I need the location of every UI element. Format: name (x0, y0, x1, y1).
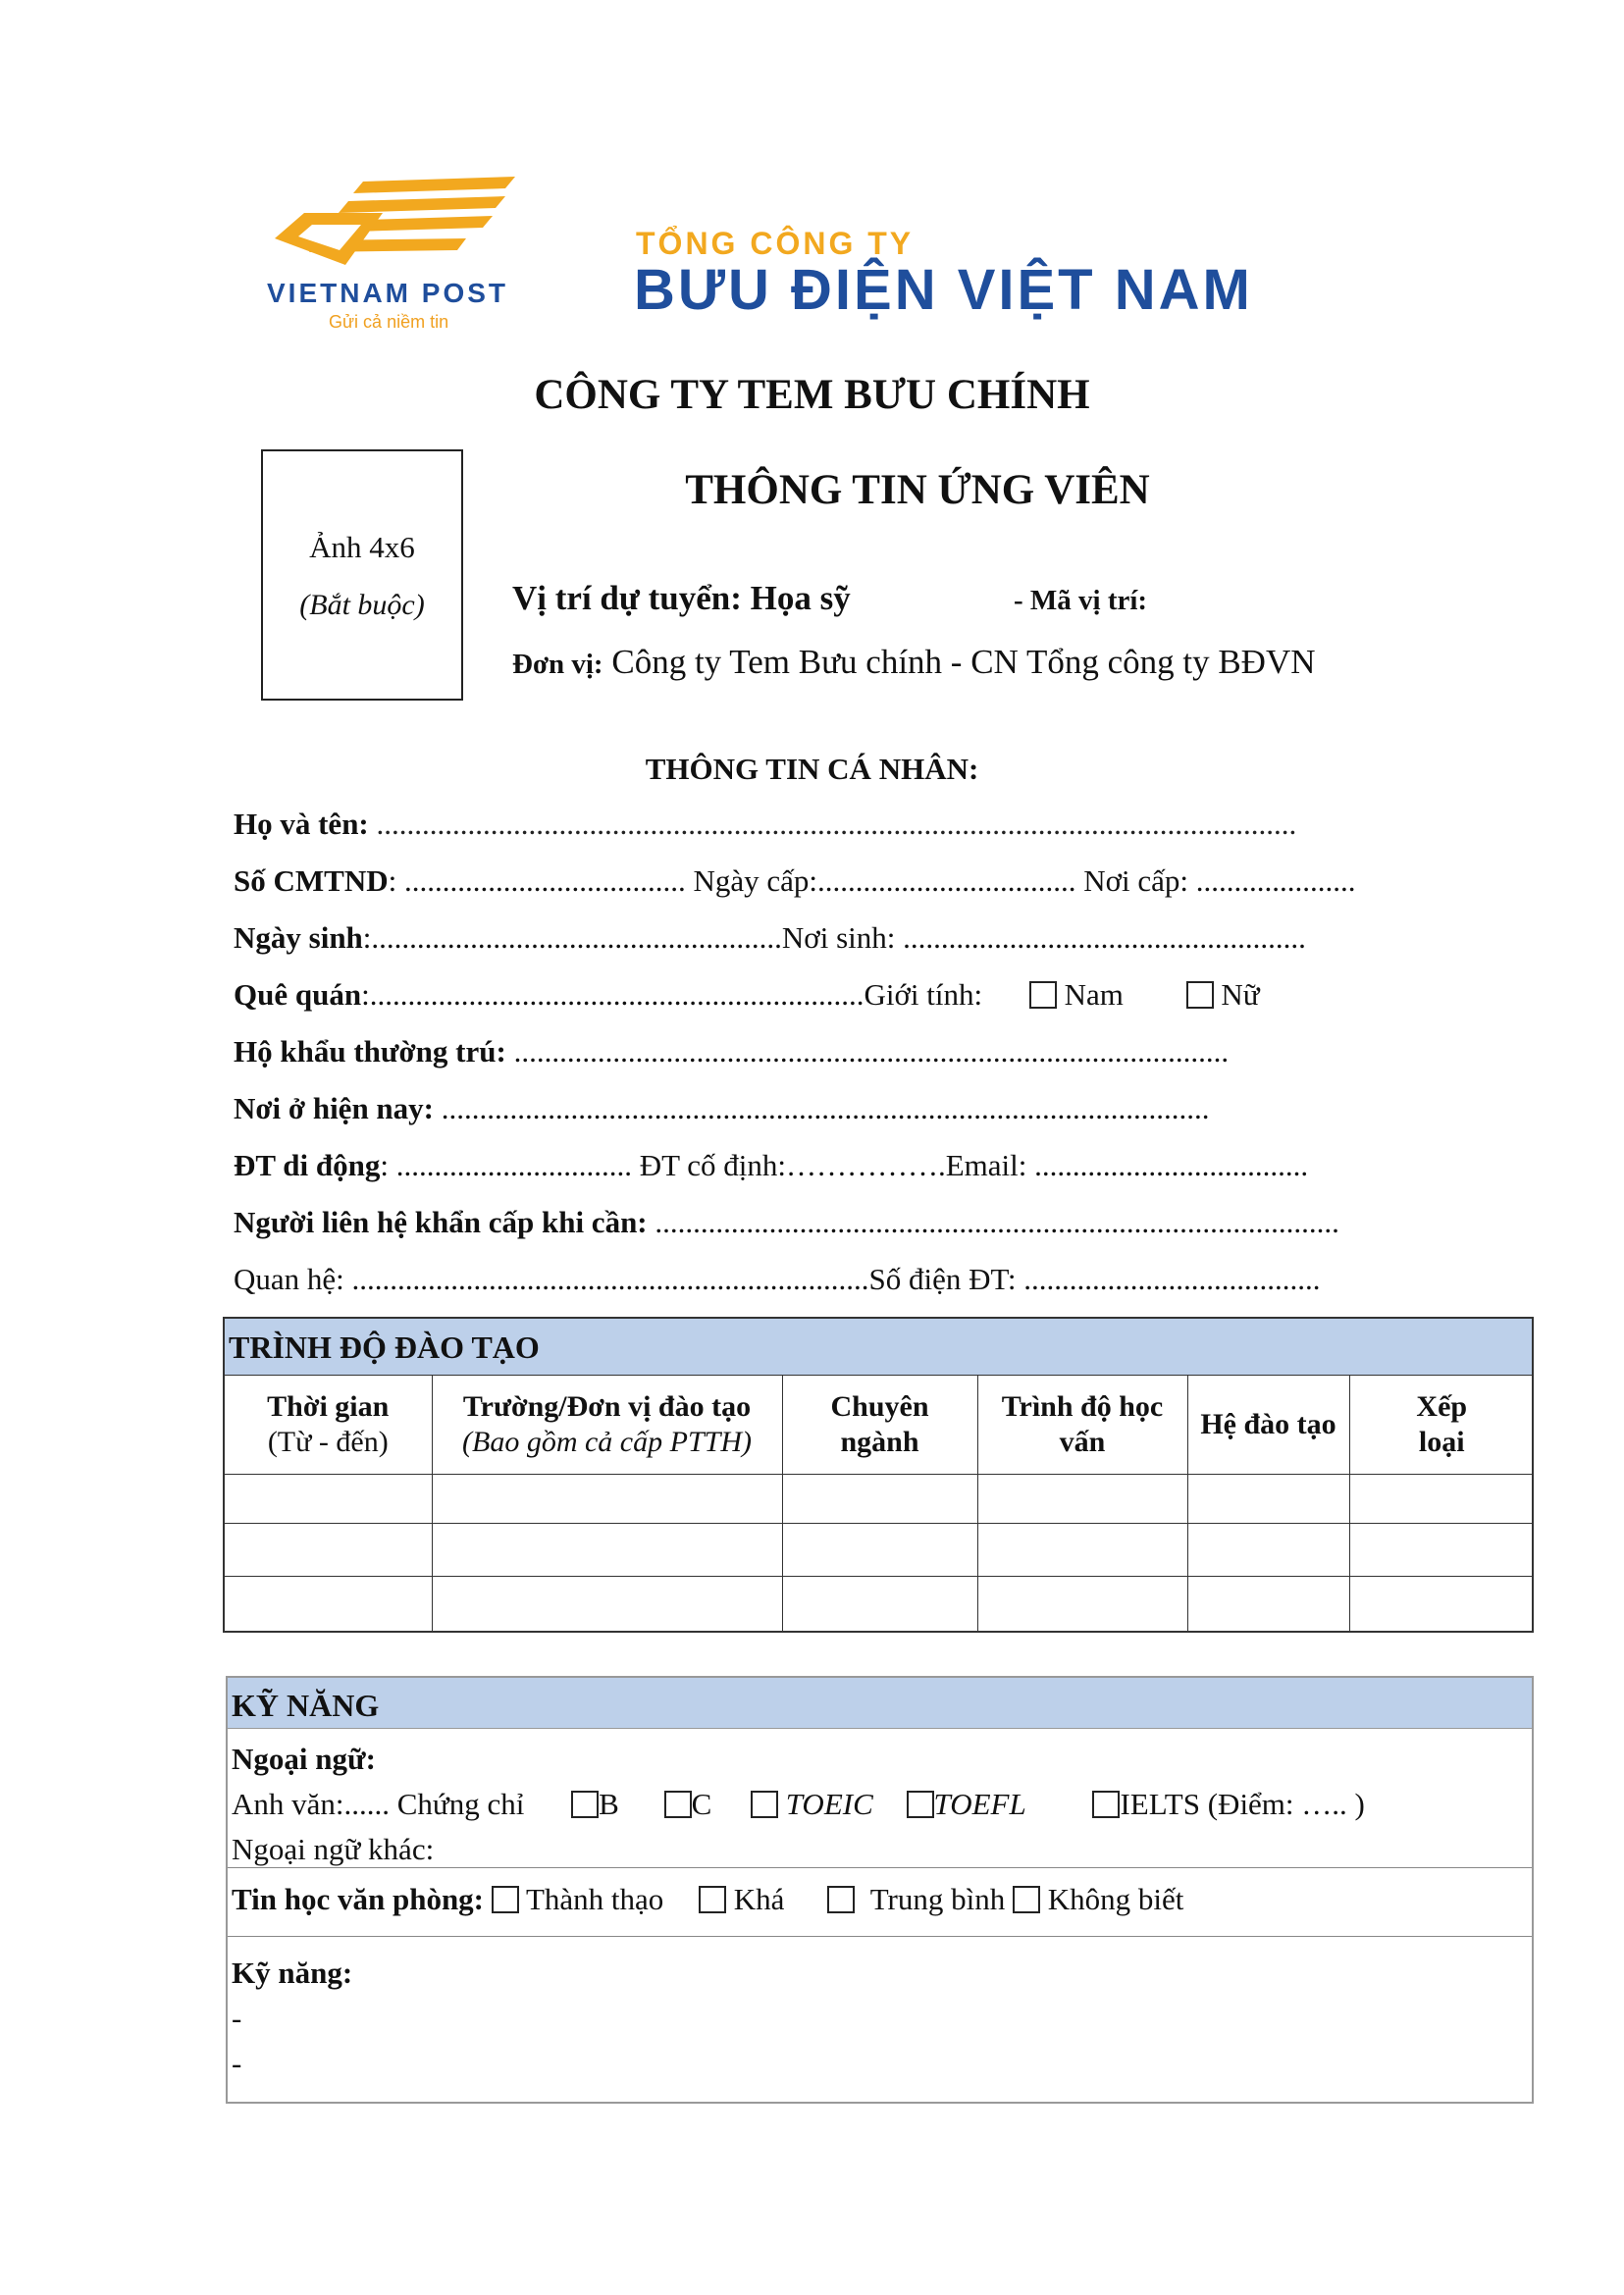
issue-date: Ngày cấp:.................................. (685, 863, 1076, 898)
unit-label: Đơn vị: (512, 649, 603, 680)
table-row (225, 1523, 1534, 1576)
skills-bullet: - (232, 2001, 242, 2035)
email: .Email: .................................... (937, 1148, 1309, 1182)
company-title: CÔNG TY TEM BƯU CHÍNH (534, 372, 1090, 418)
table-cell[interactable] (977, 1474, 1187, 1523)
residence-label: Hộ khẩu thường trú: (234, 1034, 506, 1069)
name-dots: ......................................................................................................................... (376, 807, 1297, 841)
cert-b-label: B (599, 1787, 619, 1821)
hometown-field[interactable] (234, 977, 1260, 1013)
name-field[interactable] (234, 807, 1296, 842)
photo-note: (Bắt buộc) (299, 589, 425, 621)
corp-subtitle: TỔNG CÔNG TY (636, 226, 915, 261)
it-good-checkbox[interactable] (699, 1886, 726, 1913)
it-none-label: Không biết (1047, 1882, 1184, 1916)
personal-section-title: THÔNG TIN CÁ NHÂN: (645, 752, 979, 786)
current-address-label: Nơi ở hiện nay: (234, 1091, 434, 1125)
other-language-label: Ngoại ngữ khác: (232, 1832, 435, 1866)
other-skills-row[interactable] (228, 1937, 1532, 2086)
skills-bullet: - (232, 2046, 242, 2080)
form-title: THÔNG TIN ỨNG VIÊN (685, 467, 1150, 513)
skills-label: Kỹ năng: (232, 1956, 353, 1990)
current-address-field[interactable] (234, 1091, 1210, 1126)
table-cell[interactable] (432, 1576, 782, 1633)
it-fluent-label: Thành thạo (525, 1882, 664, 1916)
table-cell[interactable] (782, 1576, 977, 1633)
table-cell[interactable] (225, 1523, 432, 1576)
col-system: Hệ đào tạo (1187, 1376, 1349, 1474)
id-dots: : ..................................... (388, 863, 686, 898)
mobile-label: ĐT di động (234, 1148, 381, 1182)
gender-female-label: Nữ (1221, 977, 1260, 1012)
table-cell[interactable] (225, 1474, 432, 1523)
gender-label: Giới tính: (864, 977, 983, 1012)
col-time-sub: (Từ - đến) (267, 1425, 389, 1458)
position-row (512, 579, 851, 618)
emergency-label: Người liên hệ khẩn cấp khi cần: (234, 1205, 648, 1239)
it-average-label: Trung bình (869, 1882, 1006, 1916)
brand-name: VIETNAM POST (267, 278, 509, 308)
name-label: Họ và tên: (234, 807, 369, 841)
table-cell[interactable] (1349, 1474, 1534, 1523)
hometown-dots: :................................................................. (361, 977, 864, 1012)
it-skill-row (228, 1868, 1532, 1937)
foreign-language-row (228, 1729, 1532, 1868)
relation-field[interactable] (234, 1262, 1321, 1297)
table-cell[interactable] (1349, 1523, 1534, 1576)
gender-male-checkbox[interactable] (1029, 981, 1057, 1009)
table-cell[interactable] (977, 1576, 1187, 1633)
relation: Quan hệ: .................................................................... (234, 1262, 869, 1296)
photo-box[interactable] (261, 449, 463, 701)
table-cell[interactable] (432, 1474, 782, 1523)
emergency-dots: .......................................................................................... (647, 1205, 1339, 1239)
emergency-field[interactable] (234, 1205, 1339, 1240)
table-row (225, 1576, 1534, 1633)
brand-slogan: Gửi cả niềm tin (329, 312, 449, 332)
table-cell[interactable] (977, 1523, 1187, 1576)
it-average-checkbox[interactable] (827, 1886, 855, 1913)
table-cell[interactable] (432, 1523, 782, 1576)
issue-place: Nơi cấp: ..................... (1075, 863, 1356, 898)
pob: Nơi sinh: ..................................................... (781, 920, 1306, 955)
cert-toeic-label: TOEIC (785, 1787, 873, 1821)
col-rank: Xếp loại (1349, 1376, 1534, 1474)
position-label: Vị trí dự tuyển: (512, 579, 742, 617)
dob-label: Ngày sinh (234, 920, 363, 955)
cert-c-checkbox[interactable] (664, 1791, 692, 1818)
id-field[interactable] (234, 863, 1356, 899)
photo-label: Ảnh 4x6 (309, 530, 415, 564)
it-none-checkbox[interactable] (1013, 1886, 1040, 1913)
table-cell[interactable] (1187, 1576, 1349, 1633)
table-cell[interactable] (1349, 1576, 1534, 1633)
table-cell[interactable] (782, 1523, 977, 1576)
education-section (223, 1317, 1534, 1633)
table-cell[interactable] (1187, 1474, 1349, 1523)
cert-b-checkbox[interactable] (571, 1791, 599, 1818)
education-table (225, 1376, 1534, 1633)
cert-toefl-label: TOEFL (933, 1787, 1026, 1821)
col-time: Thời gian (Từ - đến) (225, 1376, 432, 1474)
relation-phone: Số điện ĐT: ....................................... (868, 1262, 1321, 1296)
english-label: Anh văn:...... Chứng chỉ (232, 1787, 525, 1821)
gender-male-label: Nam (1064, 977, 1124, 1012)
corp-name: BƯU ĐIỆN VIỆT NAM (634, 258, 1253, 322)
dob-field[interactable] (234, 920, 1306, 956)
residence-dots: .............................................................................................. (505, 1034, 1230, 1069)
phone-field[interactable] (234, 1148, 1308, 1183)
table-row (225, 1474, 1534, 1523)
table-cell[interactable] (225, 1576, 432, 1633)
foreign-label: Ngoại ngữ: (232, 1742, 376, 1776)
skills-title: KỸ NĂNG (228, 1678, 1532, 1729)
col-level: Trình độ học vấn (977, 1376, 1187, 1474)
table-cell[interactable] (1187, 1523, 1349, 1576)
it-fluent-checkbox[interactable] (492, 1886, 519, 1913)
cert-c-label: C (691, 1787, 712, 1821)
col-school-sub: (Bao gồm cả cấp PTTH) (462, 1425, 752, 1458)
residence-field[interactable] (234, 1034, 1229, 1069)
education-title: TRÌNH ĐỘ ĐÀO TẠO (225, 1319, 1532, 1376)
gender-female-checkbox[interactable] (1186, 981, 1214, 1009)
mobile-dots: : ............................... (380, 1148, 640, 1182)
col-school: Trường/Đơn vị đào tạo (Bao gồm cả cấp PTTH) (432, 1376, 782, 1474)
skills-section (226, 1676, 1534, 2104)
landline: ĐT cố định:…………… (639, 1148, 938, 1182)
table-cell[interactable] (782, 1474, 977, 1523)
cert-ielts-checkbox[interactable] (1092, 1791, 1120, 1818)
unit-row (512, 643, 1316, 682)
position-code-label: - Mã vị trí: (1014, 585, 1148, 616)
cert-toefl-checkbox[interactable] (907, 1791, 934, 1818)
col-major: Chuyên ngành (782, 1376, 977, 1474)
dob-dots: :...................................................... (362, 920, 782, 955)
id-label: Số CMTND (234, 863, 389, 898)
unit-value: Công ty Tem Bưu chính - CN Tổng công ty BĐVN (611, 643, 1316, 681)
position-value: Họa sỹ (750, 579, 851, 617)
current-address-dots: ..................................................................................................... (434, 1091, 1210, 1125)
it-label: Tin học văn phòng: (232, 1882, 485, 1916)
education-header-row (225, 1376, 1534, 1474)
cert-toeic-checkbox[interactable] (751, 1791, 778, 1818)
hometown-label: Quê quán (234, 977, 362, 1012)
cert-ielts-label: IELTS (Điểm: ….. ) (1120, 1787, 1365, 1821)
it-good-label: Khá (733, 1882, 785, 1916)
